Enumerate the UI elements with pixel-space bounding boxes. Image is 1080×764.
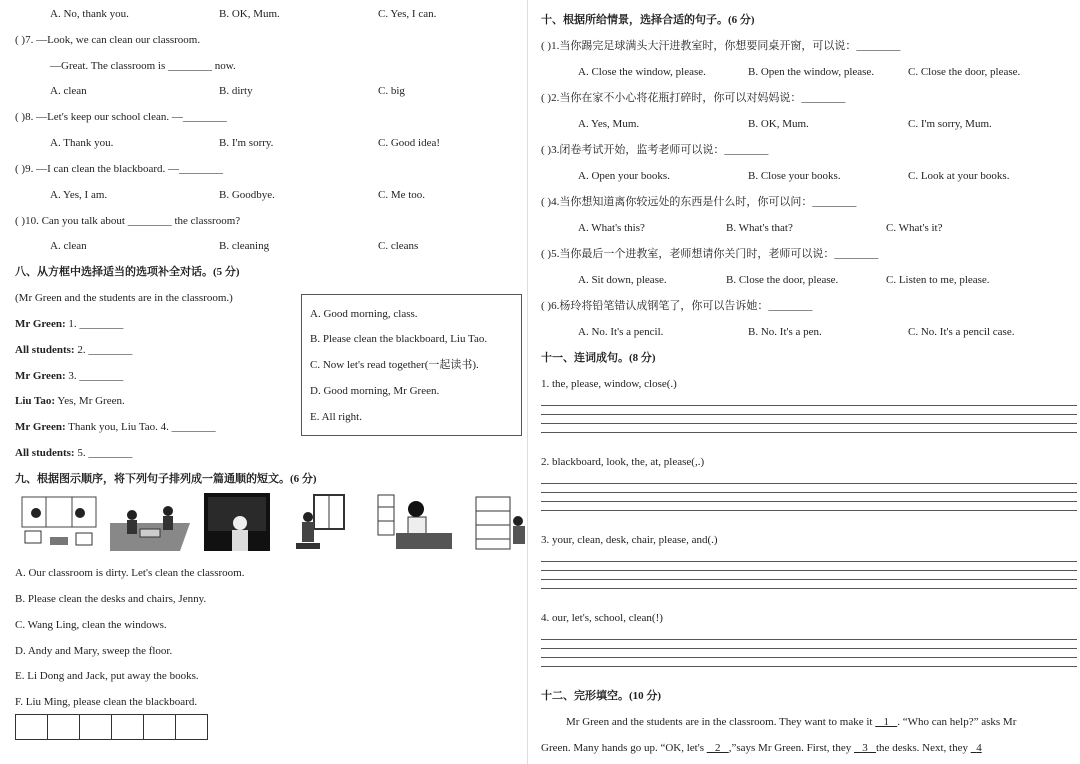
- q9-option-c: C. Me too.: [378, 189, 426, 201]
- s11-item-1: 1. the, please, window, close(.): [541, 378, 677, 390]
- s10-q5-b: B. Close the door, please.: [726, 274, 839, 286]
- s9-sentence-f: F. Liu Ming, please clean the blackboard.: [15, 696, 198, 708]
- s10-q5-a: A. Sit down, please.: [578, 274, 667, 286]
- q6-option-c: C. Yes, I can.: [378, 8, 437, 20]
- writing-lines-3[interactable]: [541, 561, 1077, 597]
- writing-lines-2[interactable]: [541, 483, 1077, 519]
- q8-option-c: C. Good idea!: [378, 137, 441, 149]
- dialogue-line-5: Mr Green: Thank you, Liu Tao. 4. ________: [15, 421, 216, 433]
- s9-sentence-b: B. Please clean the desks and chairs, Jenny.: [15, 593, 207, 605]
- s10-q4-a: A. What's this?: [578, 222, 645, 234]
- answer-box[interactable]: [144, 714, 176, 740]
- s9-sentence-a: A. Our classroom is dirty. Let's clean the classroom.: [15, 567, 245, 579]
- cloze-line-1: Mr Green and the students are in the classroom. They want to make it 1 . “Who can help?” asks Mr: [566, 716, 1017, 728]
- s10-q6-b: B. No. It's a pen.: [748, 326, 822, 338]
- cloze-line-2: Green. Many hands go up. “OK, let's 2 ,”says Mr Green. First, they 3 the desks. Next, they 4: [541, 742, 982, 754]
- q7-option-b: B. dirty: [219, 85, 253, 97]
- q6-option-a: A. No, thank you.: [50, 8, 129, 20]
- section-8-title: 八、从方框中选择适当的选项补全对话。(5 分): [15, 266, 240, 278]
- q7-answer-line: —Great. The classroom is ________ now.: [50, 60, 236, 72]
- section-10-title: 十、根据所给情景，选择合适的句子。(6 分): [541, 14, 755, 26]
- s10-q2: ( )2.当你在家不小心将花瓶打碎时，你可以对妈妈说：________: [541, 92, 846, 104]
- section-8-context: (Mr Green and the students are in the classroom.): [15, 292, 233, 304]
- dialogue-line-6: All students: 5. ________: [15, 447, 133, 459]
- answer-boxes: [15, 714, 208, 740]
- dialogue-line-1: Mr Green: 1. ________: [15, 318, 124, 330]
- q10-option-b: B. cleaning: [219, 240, 270, 252]
- dialogue-line-2: All students: 2. ________: [15, 344, 133, 356]
- section-9-title: 九、根据图示顺序，将下列句子排列成一篇通顺的短文。(6 分): [15, 473, 317, 485]
- q9-option-b: B. Goodbye.: [219, 189, 275, 201]
- q9-option-a: A. Yes, I am.: [50, 189, 108, 201]
- cloze-blank-2[interactable]: 2: [714, 742, 721, 754]
- picture-sweeping-floor: [376, 493, 454, 551]
- s10-q2-b: B. OK, Mum.: [748, 118, 809, 130]
- s10-q3: ( )3.闭卷考试开始，监考老师可以说：________: [541, 144, 769, 156]
- s10-q6: ( )6.杨玲将铅笔错认成钢笔了，你可以告诉她：________: [541, 300, 813, 312]
- s10-q3-c: C. Look at your books.: [908, 170, 1010, 182]
- q6-option-b: B. OK, Mum.: [219, 8, 280, 20]
- q8-option-b: B. I'm sorry.: [219, 137, 274, 149]
- q7-question: ( )7. —Look, we can clean our classroom.: [15, 34, 201, 46]
- box-option-a: A. Good morning, class.: [310, 308, 418, 320]
- q10-option-c: C. cleans: [378, 240, 419, 252]
- picture-cleaning-blackboard: [204, 493, 270, 551]
- cloze-blank-4[interactable]: 4: [976, 742, 982, 754]
- s11-item-4: 4. our, let's, school, clean(!): [541, 612, 663, 624]
- box-option-e: E. All right.: [310, 411, 362, 423]
- s10-q4: ( )4.当你想知道离你较远处的东西是什么时，你可以问：________: [541, 196, 857, 208]
- s11-item-2: 2. blackboard, look, the, at, please(,.): [541, 456, 705, 468]
- section-12-title: 十二、完形填空。(10 分): [541, 690, 662, 702]
- s10-q2-c: C. I'm sorry, Mum.: [908, 118, 992, 130]
- s9-sentence-d: D. Andy and Mary, sweep the floor.: [15, 645, 173, 657]
- s10-q6-a: A. No. It's a pencil.: [578, 326, 664, 338]
- answer-box[interactable]: [176, 714, 208, 740]
- s11-item-3: 3. your, clean, desk, chair, please, and(.): [541, 534, 718, 546]
- writing-lines-4[interactable]: [541, 639, 1077, 675]
- s10-q5: ( )5.当你最后一个进教室，老师想请你关门时，老师可以说：________: [541, 248, 879, 260]
- q8-question: ( )8. —Let's keep our school clean. —________: [15, 111, 227, 123]
- page-divider: [527, 0, 528, 764]
- s10-q5-c: C. Listen to me, please.: [886, 274, 990, 286]
- box-option-b: B. Please clean the blackboard, Liu Tao.: [310, 333, 488, 345]
- dialogue-line-3: Mr Green: 3. ________: [15, 370, 124, 382]
- section-11-title: 十一、连词成句。(8 分): [541, 352, 656, 364]
- writing-lines-1[interactable]: [541, 405, 1077, 441]
- answer-box[interactable]: [80, 714, 112, 740]
- s9-sentence-e: E. Li Dong and Jack, put away the books.: [15, 670, 199, 682]
- picture-putting-away-books: [474, 493, 528, 551]
- s9-sentence-c: C. Wang Ling, clean the windows.: [15, 619, 167, 631]
- answer-box[interactable]: [16, 714, 48, 740]
- s10-q1-c: C. Close the door, please.: [908, 66, 1021, 78]
- s10-q1-a: A. Close the window, please.: [578, 66, 706, 78]
- q9-question: ( )9. —I can clean the blackboard. —________: [15, 163, 224, 175]
- picture-cleaning-desks: [110, 493, 190, 551]
- s10-q1-b: B. Open the window, please.: [748, 66, 875, 78]
- s10-q4-b: B. What's that?: [726, 222, 793, 234]
- answer-box[interactable]: [112, 714, 144, 740]
- s10-q1: ( )1.当你踢完足球满头大汗进教室时，你想要同桌开窗，可以说：________: [541, 40, 901, 52]
- s10-q2-a: A. Yes, Mum.: [578, 118, 640, 130]
- s10-q3-a: A. Open your books.: [578, 170, 670, 182]
- dialogue-line-4: Liu Tao: Yes, Mr Green.: [15, 395, 125, 407]
- q10-question: ( )10. Can you talk about ________ the classroom?: [15, 215, 241, 227]
- q10-option-a: A. clean: [50, 240, 87, 252]
- q7-option-a: A. clean: [50, 85, 87, 97]
- s10-q3-b: B. Close your books.: [748, 170, 841, 182]
- box-option-c: C. Now let's read together(一起读书).: [310, 359, 479, 371]
- s10-q4-c: C. What's it?: [886, 222, 943, 234]
- q7-option-c: C. big: [378, 85, 405, 97]
- picture-classroom-dirty: [20, 493, 98, 551]
- answer-box[interactable]: [48, 714, 80, 740]
- s10-q6-c: C. No. It's a pencil case.: [908, 326, 1015, 338]
- picture-cleaning-windows: [294, 493, 346, 551]
- q8-option-a: A. Thank you.: [50, 137, 114, 149]
- cloze-blank-1[interactable]: 1: [883, 716, 889, 728]
- cloze-blank-3[interactable]: 3: [862, 742, 868, 754]
- box-option-d: D. Good morning, Mr Green.: [310, 385, 440, 397]
